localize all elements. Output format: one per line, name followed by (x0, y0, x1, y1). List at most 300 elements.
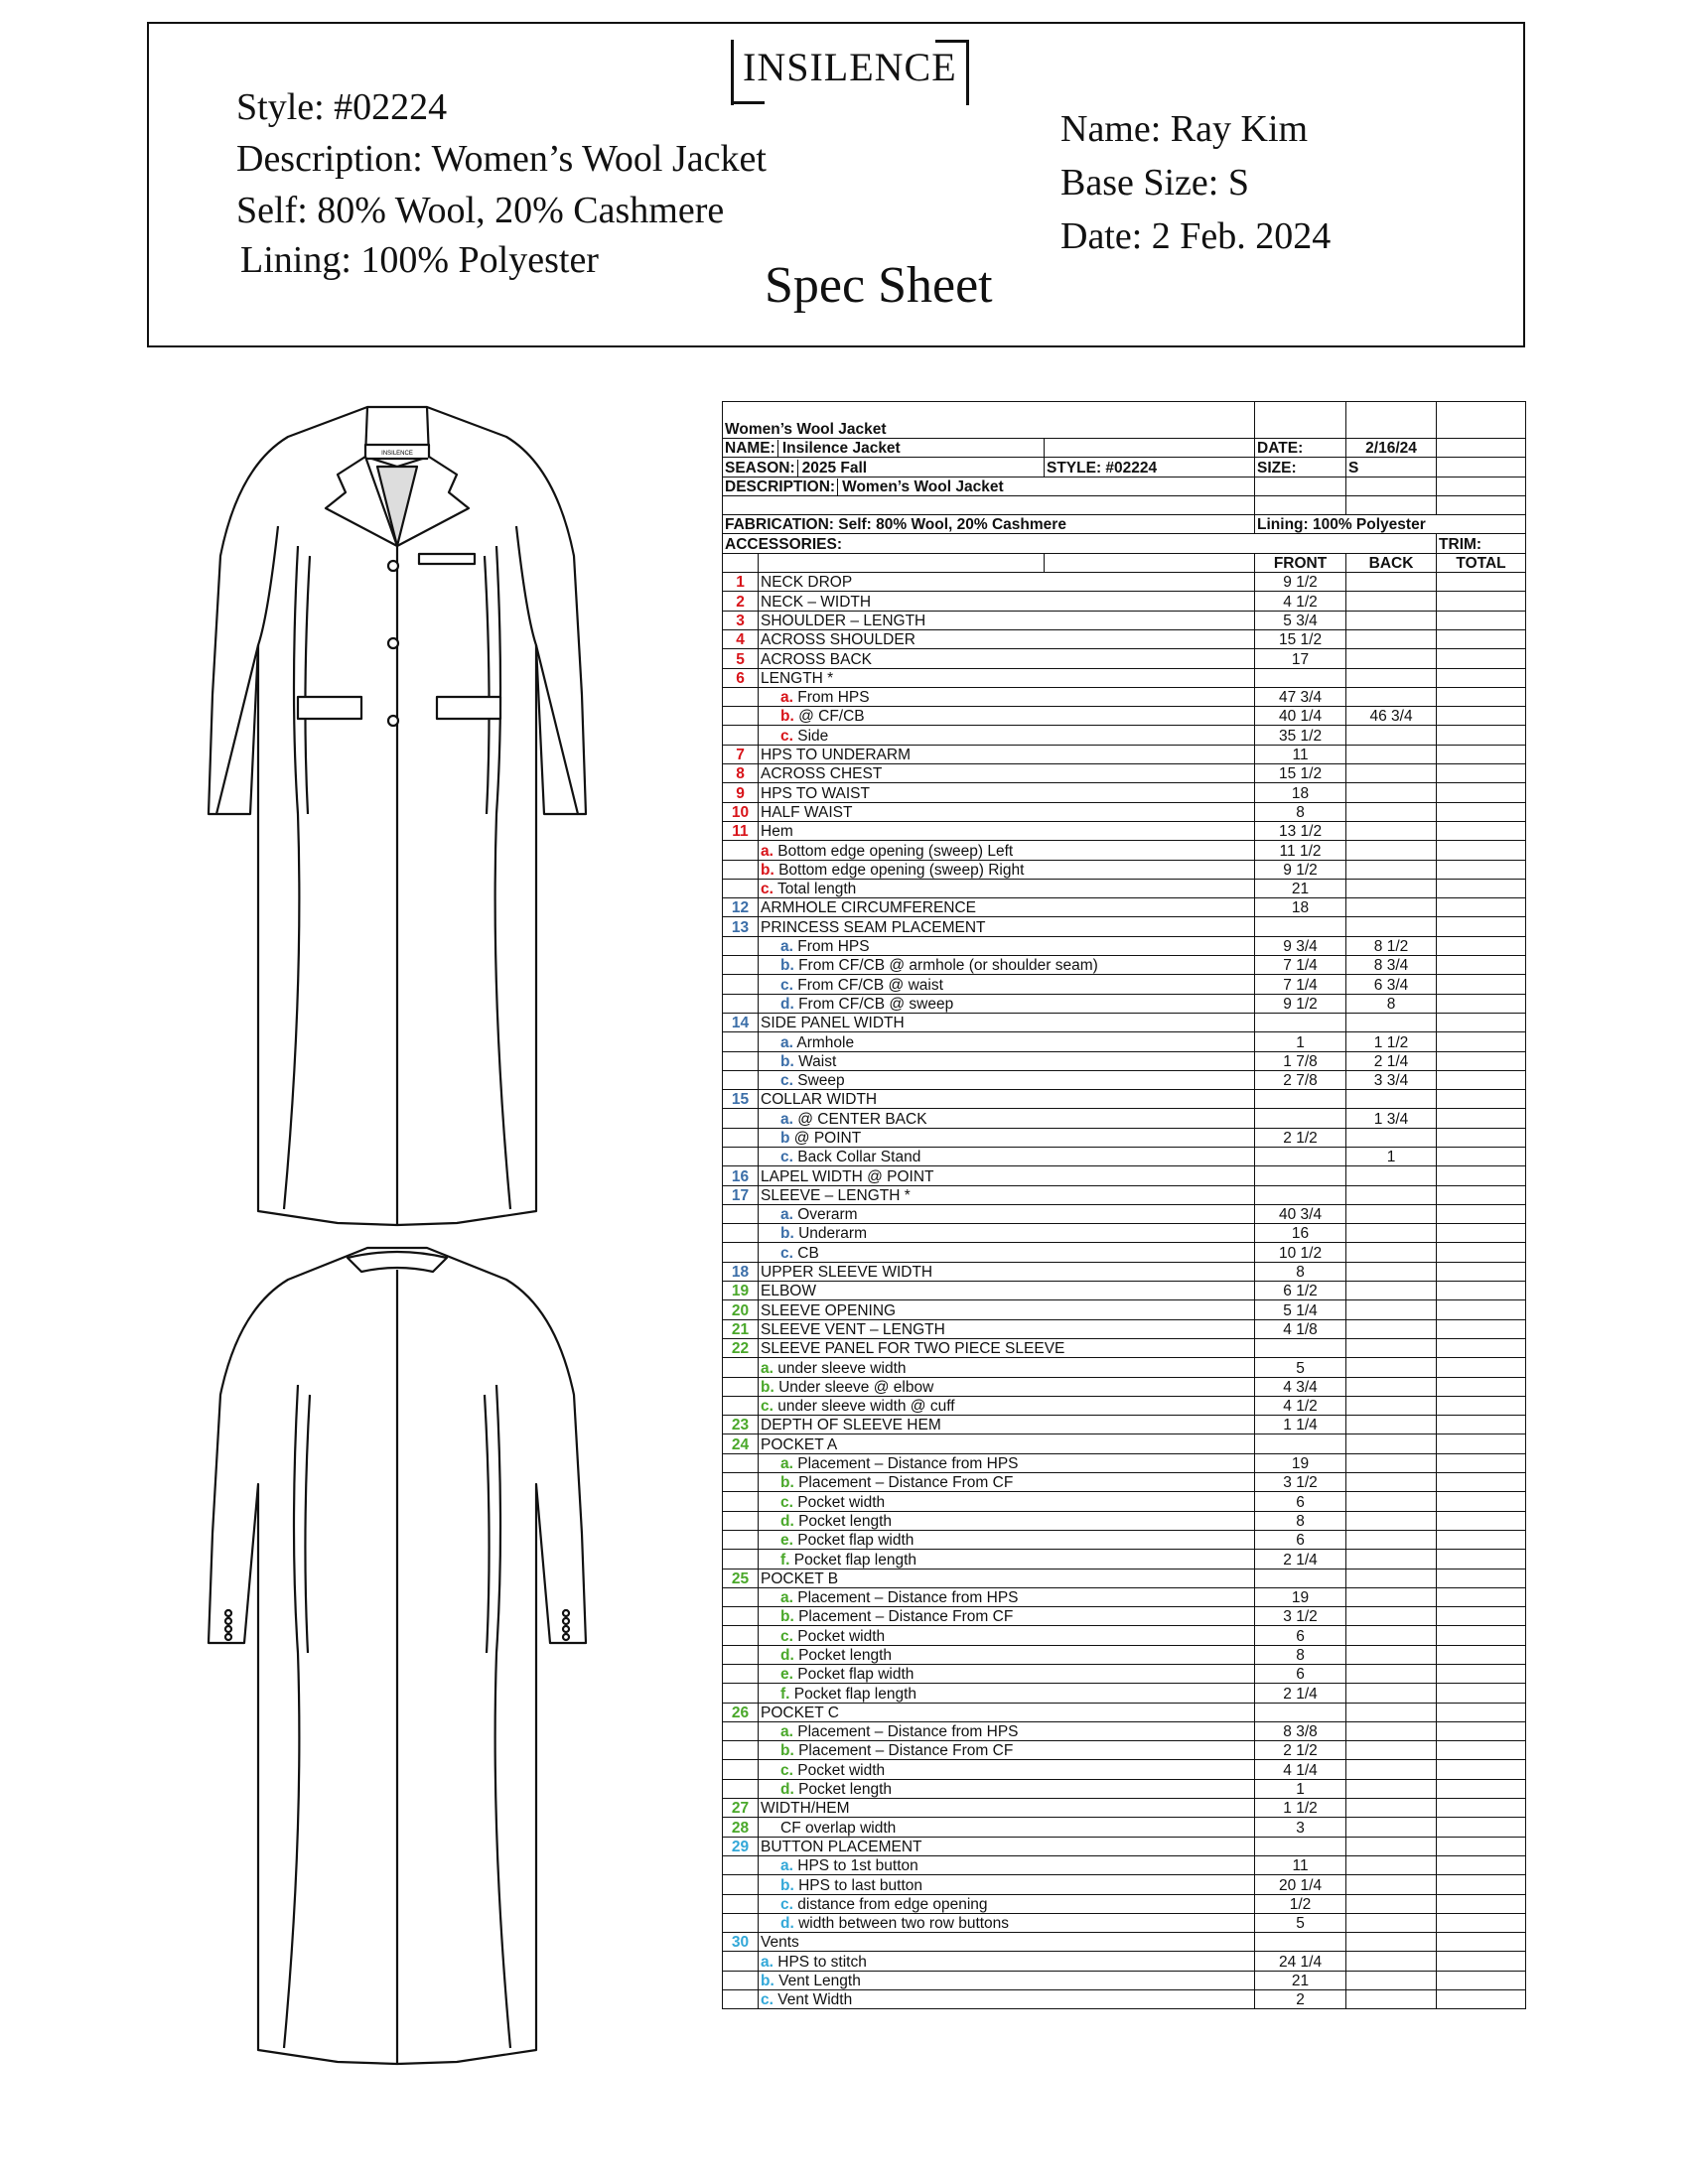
sub-letter: c. (761, 1991, 774, 2009)
total-value (1437, 1587, 1526, 1606)
front-value (1255, 1090, 1346, 1109)
sub-letter: b (780, 1129, 790, 1147)
sub-letter: c. (780, 1493, 793, 1511)
total-value (1437, 1453, 1526, 1472)
measurement-label (759, 1358, 1255, 1377)
total-value (1437, 573, 1526, 592)
measurement-text: SLEEVE OPENING (761, 1301, 897, 1319)
measurement-row (723, 1760, 1526, 1779)
back-value (1346, 1721, 1437, 1740)
back-value (1346, 1416, 1437, 1434)
measurement-row (723, 1665, 1526, 1684)
row-number (723, 1530, 759, 1549)
measurement-label (759, 975, 1255, 994)
row-number (723, 1070, 759, 1089)
total-value (1437, 764, 1526, 783)
measurement-text: PRINCESS SEAM PLACEMENT (761, 918, 986, 936)
measurement-text: HALF WAIST (761, 803, 853, 821)
total-value (1437, 1990, 1526, 2009)
total-value (1437, 975, 1526, 994)
row-number: 30 (723, 1933, 759, 1952)
measurement-label (759, 1818, 1255, 1837)
back-value (1346, 917, 1437, 936)
measurement-row (723, 1741, 1526, 1760)
measurement-label (759, 1185, 1255, 1204)
measurement-row (723, 707, 1526, 726)
sub-letter: c. (780, 1244, 793, 1262)
row-number: 29 (723, 1837, 759, 1855)
sub-letter: d. (780, 1915, 794, 1933)
measurement-text: ACROSS CHEST (761, 765, 883, 783)
back-value (1346, 649, 1437, 668)
sub-letter: a. (780, 1857, 793, 1875)
row-number: 10 (723, 802, 759, 821)
front-value: 5 (1255, 1358, 1346, 1377)
measurement-text: Pocket flap width (797, 1666, 914, 1684)
back-value (1346, 1550, 1437, 1569)
row-number (723, 956, 759, 975)
front-value: 1 (1255, 1032, 1346, 1051)
total-value (1437, 1224, 1526, 1243)
back-value (1346, 1741, 1437, 1760)
row-number: 25 (723, 1569, 759, 1587)
row-number: 9 (723, 783, 759, 802)
row-number: 23 (723, 1416, 759, 1434)
measurement-label (759, 1434, 1255, 1453)
measurement-label (759, 764, 1255, 783)
back-value (1346, 1128, 1437, 1147)
measurement-label (759, 1416, 1255, 1434)
measurement-text: From CF/CB @ armhole (or shoulder seam) (798, 957, 1098, 975)
sub-letter: a. (780, 1455, 793, 1473)
measurement-row (723, 1855, 1526, 1874)
measurement-row (723, 1933, 1526, 1952)
measurement-label (759, 1338, 1255, 1357)
measurement-text: @ CF/CB (798, 708, 865, 726)
back-value (1346, 592, 1437, 611)
total-value (1437, 860, 1526, 879)
back-value (1346, 1990, 1437, 2009)
measurement-label (759, 1282, 1255, 1300)
sub-letter: d. (780, 995, 794, 1013)
back-value (1346, 1837, 1437, 1855)
back-value (1346, 1569, 1437, 1587)
row-number: 20 (723, 1300, 759, 1319)
row-number (723, 1721, 759, 1740)
measurement-row (723, 573, 1526, 592)
brand-logo (731, 40, 969, 96)
style-label: STYLE: #02224 (1045, 458, 1255, 477)
measurement-label (759, 1626, 1255, 1645)
front-value: 21 (1255, 879, 1346, 897)
front-value: 8 3/8 (1255, 1721, 1346, 1740)
row-number: 14 (723, 1013, 759, 1031)
row-number: 22 (723, 1338, 759, 1357)
front-value: 40 3/4 (1255, 1204, 1346, 1223)
measurement-text: Pocket flap length (793, 1551, 917, 1569)
front-value (1255, 668, 1346, 687)
back-value (1346, 1913, 1437, 1932)
front-value: 8 (1255, 1262, 1346, 1281)
total-value (1437, 1358, 1526, 1377)
measurement-label (759, 1109, 1255, 1128)
measurement-row (723, 726, 1526, 745)
front-value: 2 1/4 (1255, 1684, 1346, 1703)
row-number (723, 1224, 759, 1243)
measurement-text: WIDTH/HEM (761, 1800, 850, 1818)
front-value (1255, 1185, 1346, 1204)
row-number (723, 1511, 759, 1530)
front-value: 11 (1255, 1855, 1346, 1874)
total-value (1437, 1396, 1526, 1415)
back-value (1346, 1377, 1437, 1396)
measurement-label (759, 1262, 1255, 1281)
description: Description: Women’s Wool Jacket (236, 138, 767, 180)
measurement-text: Pocket length (798, 1512, 893, 1530)
back-value (1346, 1799, 1437, 1818)
front-value (1255, 1147, 1346, 1165)
measurement-label (759, 1971, 1255, 1989)
total-value (1437, 1416, 1526, 1434)
row-number: 13 (723, 917, 759, 936)
sub-letter: a. (761, 1953, 774, 1971)
back-value (1346, 668, 1437, 687)
front-value: 9 1/2 (1255, 994, 1346, 1013)
front-value: 40 1/4 (1255, 707, 1346, 726)
measurement-row (723, 1166, 1526, 1185)
size-label: SIZE: (1255, 458, 1346, 477)
row-number (723, 1952, 759, 1971)
measurement-label (759, 1665, 1255, 1684)
spec-table (722, 401, 1525, 2112)
row-number (723, 1855, 759, 1874)
row-number: 27 (723, 1799, 759, 1818)
row-number (723, 860, 759, 879)
row-number: 18 (723, 1262, 759, 1281)
front-value: 15 1/2 (1255, 629, 1346, 648)
front-value: 4 1/2 (1255, 1396, 1346, 1415)
collar-label: INSILENCE (381, 451, 413, 457)
total-value (1437, 1837, 1526, 1855)
measurement-text: SHOULDER – LENGTH (761, 612, 926, 629)
front-value (1255, 1434, 1346, 1453)
front-value: 6 (1255, 1530, 1346, 1549)
back-value (1346, 1319, 1437, 1338)
measurement-row (723, 1128, 1526, 1147)
front-value: 18 (1255, 898, 1346, 917)
measurement-label (759, 1569, 1255, 1587)
measurement-row (723, 1013, 1526, 1031)
row-number: 6 (723, 668, 759, 687)
measurement-text: Armhole (796, 1033, 855, 1051)
measurement-label (759, 1396, 1255, 1415)
total-value (1437, 956, 1526, 975)
front-value: 3 1/2 (1255, 1473, 1346, 1492)
row-number (723, 975, 759, 994)
measurement-text: under sleeve width @ cuff (777, 1398, 955, 1416)
total-value (1437, 1855, 1526, 1874)
measurement-row (723, 1282, 1526, 1300)
sub-letter: b. (761, 861, 774, 879)
measurement-text: ACROSS BACK (761, 650, 872, 668)
col-front: FRONT (1255, 553, 1346, 572)
front-value: 11 1/2 (1255, 841, 1346, 860)
measurement-text: LAPEL WIDTH @ POINT (761, 1167, 934, 1185)
front-value: 5 1/4 (1255, 1300, 1346, 1319)
total-value (1437, 1262, 1526, 1281)
sub-letter: c. (780, 1895, 793, 1913)
total-value (1437, 668, 1526, 687)
measurement-text: BUTTON PLACEMENT (761, 1838, 922, 1855)
measurement-row (723, 1684, 1526, 1703)
total-value (1437, 1779, 1526, 1798)
back-value (1346, 1511, 1437, 1530)
front-value: 17 (1255, 649, 1346, 668)
back-value (1346, 1703, 1437, 1721)
total-value (1437, 611, 1526, 629)
front-value: 7 1/4 (1255, 975, 1346, 994)
row-number: 8 (723, 764, 759, 783)
total-value (1437, 1971, 1526, 1989)
measurement-row (723, 629, 1526, 648)
measurement-text: width between two row buttons (798, 1915, 1010, 1933)
front-value: 6 (1255, 1626, 1346, 1645)
measurement-label (759, 1453, 1255, 1472)
measurement-text: distance from edge opening (797, 1895, 988, 1913)
measurement-text: SLEEVE – LENGTH * (761, 1186, 911, 1204)
measurement-text: Bottom edge opening (sweep) Left (777, 842, 1014, 860)
sub-letter: a. (780, 1110, 793, 1128)
lining: Lining: 100% Polyester (1255, 515, 1526, 534)
row-number (723, 1779, 759, 1798)
measurement-text: SIDE PANEL WIDTH (761, 1015, 905, 1032)
row-number: 16 (723, 1166, 759, 1185)
measurement-row (723, 1799, 1526, 1818)
front-coat-sketch (199, 397, 596, 1231)
measurement-label (759, 1894, 1255, 1913)
sheet-title: Women’s Wool Jacket (723, 402, 1255, 439)
sub-letter: a. (780, 938, 793, 956)
measurement-text: Vents (761, 1934, 799, 1952)
measurement-label (759, 1070, 1255, 1089)
row-number (723, 1051, 759, 1070)
back-value: 6 3/4 (1346, 975, 1437, 994)
measurement-label (759, 821, 1255, 840)
measurement-row (723, 956, 1526, 975)
measurement-text: Placement – Distance From CF (798, 1742, 1014, 1760)
row-number (723, 1396, 759, 1415)
front-value: 2 7/8 (1255, 1070, 1346, 1089)
measurement-label (759, 1607, 1255, 1626)
total-value (1437, 745, 1526, 763)
total-value (1437, 1799, 1526, 1818)
total-value (1437, 1933, 1526, 1952)
measurement-label (759, 1779, 1255, 1798)
front-value: 8 (1255, 802, 1346, 821)
back-value (1346, 1665, 1437, 1684)
row-number (723, 707, 759, 726)
total-value (1437, 1032, 1526, 1051)
measurement-row (723, 1626, 1526, 1645)
back-coat-sketch (199, 1236, 596, 2070)
measurement-text: Pocket width (797, 1493, 886, 1511)
sub-letter: d. (780, 1647, 794, 1664)
sub-letter: b. (780, 1474, 794, 1492)
measurement-text: Back Collar Stand (797, 1149, 921, 1166)
measurement-row (723, 1952, 1526, 1971)
back-value (1346, 1453, 1437, 1472)
front-value (1255, 1703, 1346, 1721)
back-value (1346, 1645, 1437, 1664)
front-value: 8 (1255, 1511, 1346, 1530)
sub-letter: a. (780, 689, 793, 707)
total-value (1437, 1665, 1526, 1684)
total-value (1437, 1684, 1526, 1703)
back-value (1346, 726, 1437, 745)
measurement-row (723, 1894, 1526, 1913)
front-value: 19 (1255, 1587, 1346, 1606)
sub-letter: b. (780, 957, 794, 975)
sub-letter: b. (780, 708, 794, 726)
measurement-row (723, 1530, 1526, 1549)
back-value (1346, 573, 1437, 592)
front-value (1255, 1338, 1346, 1357)
back-value: 1 1/2 (1346, 1032, 1437, 1051)
sub-letter: b. (780, 1876, 794, 1894)
row-number (723, 687, 759, 706)
measurement-label (759, 592, 1255, 611)
measurement-row (723, 802, 1526, 821)
row-number (723, 1128, 759, 1147)
back-value (1346, 1282, 1437, 1300)
measurement-text: UPPER SLEEVE WIDTH (761, 1264, 933, 1282)
measurement-row (723, 1971, 1526, 1989)
front-value: 4 1/2 (1255, 592, 1346, 611)
total-value (1437, 1109, 1526, 1128)
back-value (1346, 802, 1437, 821)
row-number (723, 841, 759, 860)
measurement-text: POCKET B (761, 1570, 839, 1587)
measurement-text: Placement – Distance from HPS (797, 1723, 1019, 1741)
row-number (723, 726, 759, 745)
row-number: 28 (723, 1818, 759, 1837)
front-value: 3 1/2 (1255, 1607, 1346, 1626)
name-row (723, 439, 1045, 458)
measurement-label (759, 1051, 1255, 1070)
measurement-row (723, 1511, 1526, 1530)
measurement-text: Waist (798, 1052, 837, 1070)
row-number: 12 (723, 898, 759, 917)
season-row (723, 458, 1045, 477)
front-value: 6 (1255, 1665, 1346, 1684)
front-value: 2 1/2 (1255, 1741, 1346, 1760)
back-value (1346, 898, 1437, 917)
description-label: DESCRIPTION: (725, 478, 836, 495)
measurement-label (759, 1530, 1255, 1549)
row-number (723, 936, 759, 955)
measurement-label (759, 1166, 1255, 1185)
sub-letter: c. (780, 1149, 793, 1166)
row-number (723, 1109, 759, 1128)
front-value: 6 1/2 (1255, 1282, 1346, 1300)
measurement-row (723, 1587, 1526, 1606)
total-value (1437, 1243, 1526, 1262)
measurement-text: From HPS (797, 689, 870, 707)
accessories-label: ACCESSORIES: (723, 534, 1437, 553)
measurement-row (723, 1550, 1526, 1569)
back-value: 2 1/4 (1346, 1051, 1437, 1070)
measurement-text: Vent Width (777, 1991, 853, 2009)
col-total: TOTAL (1437, 553, 1526, 572)
total-value (1437, 1166, 1526, 1185)
measurement-text: Pocket width (797, 1627, 886, 1645)
row-number (723, 1971, 759, 1989)
measurement-label (759, 668, 1255, 687)
row-number (723, 1741, 759, 1760)
header-box (147, 22, 1525, 347)
sub-letter: d. (780, 1512, 794, 1530)
front-value (1255, 1933, 1346, 1952)
back-value (1346, 1013, 1437, 1031)
front-value: 1 1/2 (1255, 1799, 1346, 1818)
measurement-text: HPS TO UNDERARM (761, 747, 912, 764)
front-value (1255, 1013, 1346, 1031)
measurement-row (723, 1070, 1526, 1089)
total-value (1437, 1377, 1526, 1396)
measurement-row (723, 592, 1526, 611)
sub-letter: c. (780, 727, 793, 745)
measurement-text: NECK – WIDTH (761, 593, 872, 611)
measurement-text: ARMHOLE CIRCUMFERENCE (761, 899, 977, 917)
measurement-row (723, 1607, 1526, 1626)
sub-letter: a. (761, 1359, 774, 1377)
measurement-row (723, 1569, 1526, 1587)
row-number (723, 1894, 759, 1913)
total-value (1437, 592, 1526, 611)
measurement-text: DEPTH OF SLEEVE HEM (761, 1417, 941, 1434)
sub-letter: a. (780, 1033, 793, 1051)
back-value (1346, 1300, 1437, 1319)
measurement-text: Pocket flap length (793, 1685, 917, 1703)
total-value (1437, 1894, 1526, 1913)
total-value (1437, 1070, 1526, 1089)
measurement-text: POCKET A (761, 1435, 838, 1453)
size-value: S (1346, 458, 1437, 477)
total-value (1437, 821, 1526, 840)
measurement-row (723, 1875, 1526, 1894)
front-value: 2 1/2 (1255, 1128, 1346, 1147)
front-value: 24 1/4 (1255, 1952, 1346, 1971)
front-value: 6 (1255, 1492, 1346, 1511)
measurement-text: HPS TO WAIST (761, 784, 870, 802)
measurement-row (723, 1913, 1526, 1932)
total-value (1437, 1204, 1526, 1223)
measurement-text: Pocket length (798, 1647, 893, 1664)
measurement-text: NECK DROP (761, 574, 853, 592)
measurement-row (723, 687, 1526, 706)
measurement-label (759, 1741, 1255, 1760)
total-value (1437, 1952, 1526, 1971)
base-size: Base Size: S (1060, 162, 1249, 204)
back-value (1346, 1855, 1437, 1874)
lining-fabric: Lining: 100% Polyester (240, 239, 599, 281)
measurement-label (759, 1684, 1255, 1703)
row-number: 19 (723, 1282, 759, 1300)
row-number (723, 1645, 759, 1664)
total-value (1437, 1550, 1526, 1569)
measurement-row (723, 1358, 1526, 1377)
measurement-label (759, 1721, 1255, 1740)
